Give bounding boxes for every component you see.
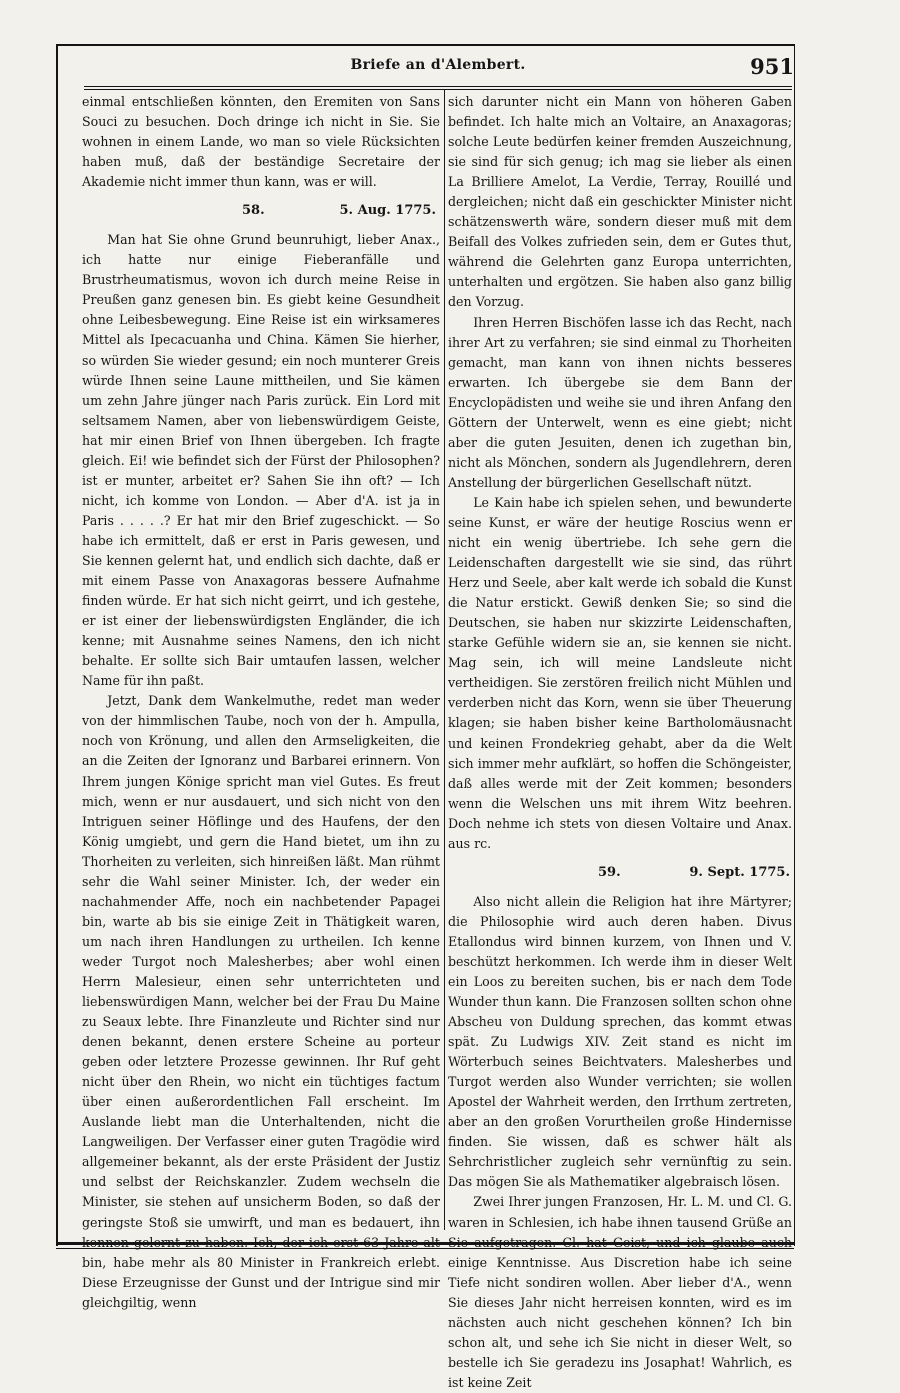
paragraph: Le Kain habe ich spielen sehen, und bewunderte seine Kunst, er wäre der heutige Roscius wenn er nicht ein wenig übertriebe. Ich sehe gern die Leidenschaften dargestellt wie sie sind, das rührt Herz und Seele, aber kalt werde ich sobald die Kunst die Natur erstickt. Gewiß denken Sie; so sind die Deutschen, sie haben nur skizzirte Leidenschaften, starke Gefühle widern sie an, sie kennen sie nicht. Mag sein, ich will meine Landsleute nicht vertheidigen. Sie zerstören freilich nicht Mühlen und verderben nicht das Korn, wenn sie über Theuerung klagen; sie haben bisher keine Bartholomäusnacht und keinen Frondekrieg gehabt, aber da die Welt sich immer mehr aufklärt, so hoffen die Schöngeister, daß alles werde mit der Zeit kommen; besonders wenn die Welschen uns mit ihrem Witz beehren. Doch nehme ich stets von diesen Voltaire und Anax. aus rc.	[448, 494, 792, 851]
bottom-rule-thin	[56, 1248, 794, 1249]
letter-number: 58.	[242, 203, 265, 219]
page-number: 951	[750, 54, 794, 79]
right-column	[448, 92, 792, 1390]
letter-date: 9. Sept. 1775.	[689, 864, 790, 880]
paragraph: Jetzt, Dank dem Wankelmuthe, redet man weder von der himmlischen Taube, noch von der h. Ampulla, noch von Krönung, und allen den Armseligkeiten, die an die Zeiten der Ignoranz und Barbarei erinnern. Von Ihrem jungen Könige spricht man viel Gutes. Es freut mich, wenn er nur ausdauert, und sich nicht von den Intriguen seiner Höflinge und des Haufens, der den König umgiebt, und gern die Hand bietet, um ihn zu Thorheiten zu verleiten, sich hinreißen läßt. Man rühmt sehr die Wahl seiner Minister. Ich, der weder ein nachahmender Affe, noch ein nachbetender Papagei bin, warte ab bis sie einige Zeit in Thätigkeit waren, um nach ihren Handlungen zu urtheilen. Ich kenne weder Turgot noch Malesherbes; aber wohl einen Herrn Malesieur, einen sehr unterrichteten und liebenswürdigen Mann, welcher bei der Frau Du Maine zu Seaux lebte. Ihre Finanzleute und Richter sind nur denen bekannt, denen erstere Scheine au porteur geben oder letztere Prozesse gewinnen. Ihr Ruf geht nicht über den Rhein, wo nicht ein tüchtiges factum über einen außerordentlichen Fall erscheint. Im Auslande liebt man die Unterhaltenden, nicht die Langweiligen. Der Verfasser einer guten Tragödie wird allgemeiner bekannt, als der erste Präsident der Justiz und selbst der Reichskanzler. Zudem wechseln die Minister, sie stehen auf unsicherm Boden, so daß der geringste Stoß sie umwirft, und man es bedauert, ihn kennen gelernt zu haben. Ich, der ich erst 63 Jahre alt bin, habe mehr als 80 Minister in Frankreich erlebt. Diese Erzeugnisse der Gunst und der Intrigue sind mir gleichgiltig, wenn	[82, 693, 440, 1310]
letter-number: 59.	[598, 864, 621, 880]
paragraph: sich darunter nicht ein Mann von höheren Gaben befindet. Ich halte mich an Voltaire, an Anaxagoras; solche Leute bedürfen keiner fremden Auszeichnung, sie sind für sich genug; ich mag sie lieber als einen La Brilliere Amelot, La Verdie, Terray, Rouillé und dergleichen; nicht daß ein geschickter Minister nicht schätzenswerth wäre, sondern dieser muß mit dem Beifall des Volkes zufrieden sein, dem er Gutes thut, während die Gelehrten ganz Europa unterrichten, unterhalten und ergötzen. Sie haben also ganz billig den Vorzug.	[448, 94, 792, 310]
paragraph: Man hat Sie ohne Grund beunruhigt, lieber Anax., ich hatte nur einige Fieberanfälle und Brustrheumatismus, wovon ich durch meine Reise in Preußen ganz genesen bin. Es giebt keine Gesundheit ohne Leibesbewegung. Eine Reise ist ein wirksameres Mittel als Ipecacuanha und China. Kämen Sie hierher, so würden Sie wieder gesund; ein noch munterer Greis würde Ihnen seine Laune mittheilen, und Sie kämen um zehn Jahre jünger nach Paris zurück. Ein Lord mit seltsamem Namen, aber von liebenswürdigem Geiste, hat mir einen Brief von Ihnen übergeben. Ich fragte gleich. Ei! wie befindet sich der Fürst der Philosophen? ist er munter, arbeitet er? Sahen Sie ihn oft? — Ich nicht, ich komme von London. — Aber d'A. ist ja in Paris . . . . .? Er hat mir den Brief zugeschickt. — So habe ich ermittelt, daß er erst in Paris gewesen, und Sie kennen gelernt hat, und endlich sich dachte, daß er mit einem Passe von Anaxagoras bessere Aufnahme finden würde. Er hat sich nicht geirrt, und ich gestehe, er ist einer der liebenswürdigsten Engländer, die ich kenne; mit Ausnahme seines Namens, den ich nicht behalte. Er sollte sich Bair umtaufen lassen, welcher Name für ihn paßt.	[82, 232, 440, 689]
column-separator	[444, 90, 445, 1230]
paragraph: Also nicht allein die Religion hat ihre Märtyrer; die Philosophie wird auch deren haben. Divus Etallondus wird binnen kurzem, von Ihnen und V. beschützt herkommen. Ich werde ihm in dieser Welt ein Loos zu bereiten suchen, bis er nach dem Tode Wunder thun kann. Die Franzosen sollten schon ohne Abscheu von Duldung sprechen, das kommt etwas spät. Zu Ludwigs XIV. Zeit stand es nicht im Wörterbuch seines Beichtvaters. Malesherbes und Turgot werden also Wunder verrichten; sie wollen Apostel der Wahrheit werden, den Irrthum zertreten, aber an den großen Vorurtheilen große Hindernisse finden. Sie wissen, daß es schwer hält als Sehrchristlicher zugleich sehr vernünftig zu sein. Das mögen Sie als Mathematiker algebraisch lösen.	[448, 893, 792, 1190]
paragraph: Zwei Ihrer jungen Franzosen, Hr. L. M. und Cl. G. waren in Schlesien, ich habe ihnen tausend Grüße an Sie aufgetragen. Cl. hat Geist, und ich glaube auch einige Kenntnisse. Aus Discretion habe ich seine Tiefe nicht sondiren wollen. Aber lieber d'A., wenn Sie dieses Jahr nicht herreisen konnten, wird es im nächsten auch nicht geschehen können? Ich bin schon alt, und sehe ich Sie nicht in dieser Welt, so bestelle ich Sie geradezu ins Josaphat! Wahrlich, es ist keine Zeit	[448, 1194, 792, 1390]
left-column	[82, 92, 440, 1310]
paragraph: einmal entschließen könnten, den Eremiten von Sans Souci zu besuchen. Doch dringe ich nicht in Sie. Sie wohnen in einem Lande, wo man so viele Rücksichten haben muß, daß der beständige Secretaire der Akademie nicht immer thun kann, was er will.	[82, 94, 440, 190]
letter-date: 5. Aug. 1775.	[339, 203, 436, 219]
paragraph: Ihren Herren Bischöfen lasse ich das Recht, nach ihrer Art zu verfahren; sie sind einmal zu Thorheiten gemacht, man kann von ihnen nichts besseres erwarten. Ich übergebe sie dem Bann der Encyclopädisten und weihe sie und ihren Anfang den Göttern der Unterwelt, wenn es eine giebt; nicht aber die guten Jesuiten, denen ich zugethan bin, nicht als Mönchen, sondern als Jugendlehrern, deren Anstellung der bürgerlichen Gesellschaft nützt.	[448, 314, 792, 490]
page-header	[82, 54, 794, 85]
bottom-rule	[56, 1242, 794, 1245]
header-rule	[84, 86, 792, 90]
running-title: Briefe an d'Alembert.	[350, 57, 526, 73]
letter-heading-59	[448, 860, 792, 886]
letter-heading-58	[82, 198, 440, 224]
